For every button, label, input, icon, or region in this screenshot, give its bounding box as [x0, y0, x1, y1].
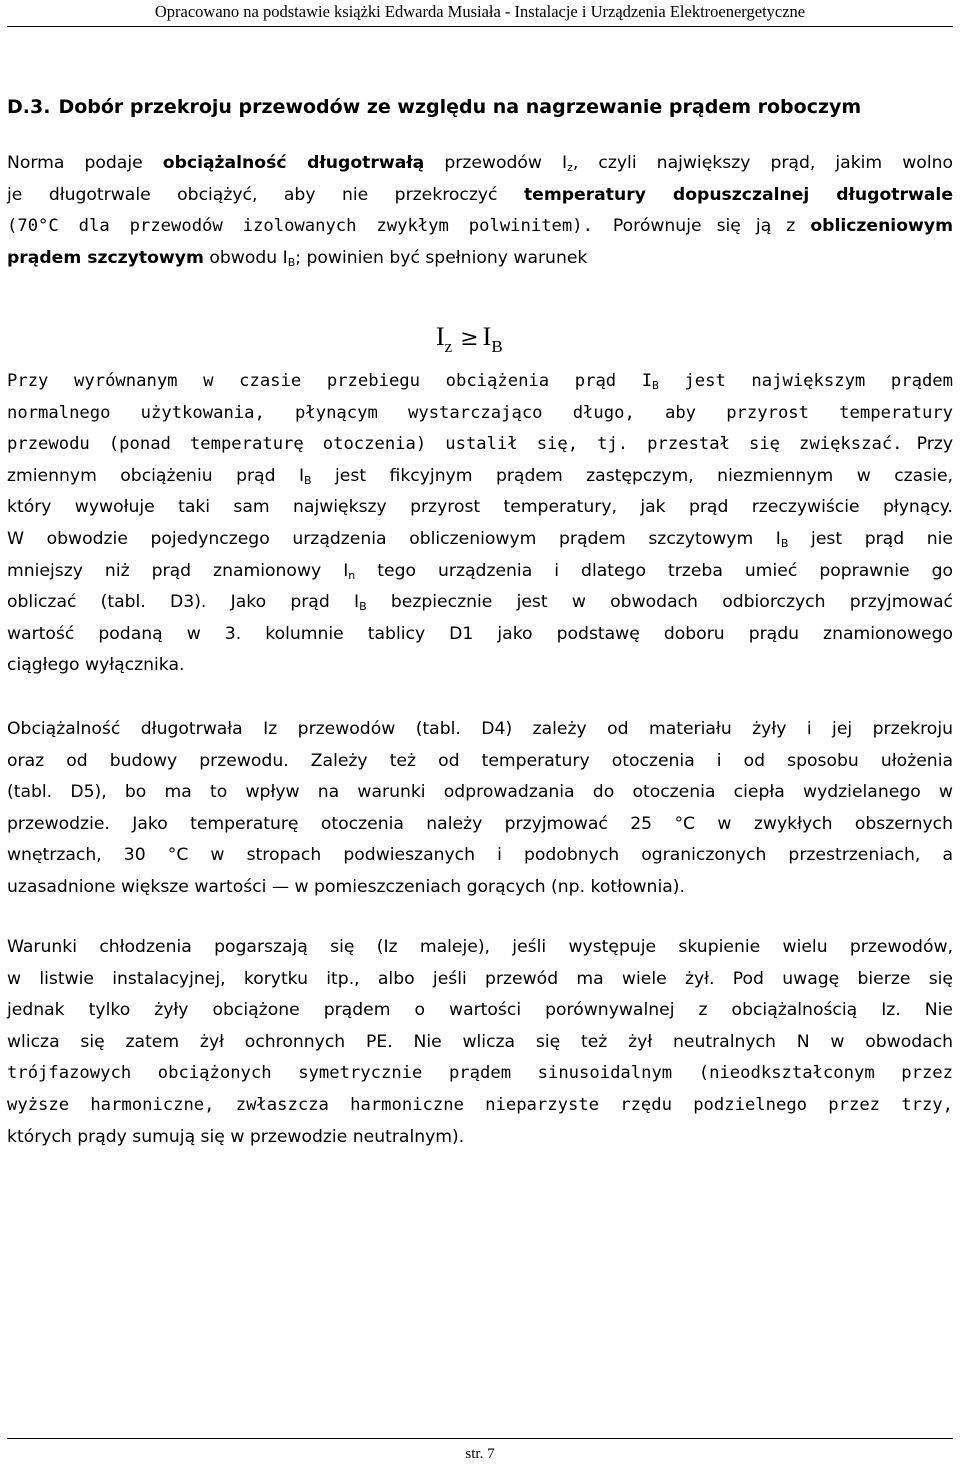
bold-term: prądem szczytowym	[7, 247, 204, 268]
text: , czyli największy prąd, jakim wolno	[572, 153, 953, 173]
p4-line-6: wyższe harmoniczne, zwłaszcza harmoniczne nieparzyste rzędu podzielnego przez trzy,	[7, 1094, 953, 1115]
subscript: B	[652, 379, 659, 392]
subscript: n	[348, 568, 356, 582]
paragraph-4	[7, 932, 953, 1153]
section-title: Dobór przekroju przewodów ze względu na nagrzewanie prądem roboczym	[58, 96, 862, 118]
bold-term: obciążalność długotrwałą	[162, 153, 425, 173]
p2-line-10: ciągłego wyłącznika.	[7, 655, 185, 676]
footer-divider	[7, 1438, 953, 1439]
text: bezpiecznie jest w obwodach odbiorczych przyjmować	[366, 592, 953, 613]
text: przewodów I	[424, 153, 568, 173]
p3-line-5: wnętrzach, 30 °C w stropach podwieszanych i podobnych ograniczonych przestrzeniach, a	[7, 845, 953, 866]
formula-right: I	[482, 322, 492, 351]
text: przewodu (ponad temperaturę otoczenia) ustalił się, tj. przestał się zwiększać.	[7, 434, 903, 455]
p1-line-3	[7, 211, 953, 243]
p2-line-3	[7, 429, 953, 461]
p2-line-5: który wywołuje taki sam największy przyrost temperatury, jak prąd rzeczywiście płynący.	[7, 497, 953, 518]
subscript: B	[304, 473, 312, 487]
text: jest największym prądem	[658, 371, 953, 391]
p4-line-3: jednak tylko żyły obciążone prądem o wartości porównywalnej z obciążalnością Iz. Nie	[7, 1000, 953, 1021]
paragraph-2	[7, 366, 953, 682]
p1-line-1	[7, 148, 953, 180]
p3-line-3: (tabl. D5), bo ma to wpływ na warunki odprowadzania do otoczenia ciepła wydzielanego w	[7, 782, 953, 803]
formula-right-sub: B	[491, 337, 503, 356]
p3-line-1: Obciążalność długotrwała Iz przewodów (tabl. D4) zależy od materiału żyły i jej przekroju	[7, 719, 953, 739]
text: Norma podaje	[7, 153, 163, 173]
p2-line-2: normalnego użytkowania, płynącym wystarczająco długo, aby przyrost temperatury	[7, 402, 953, 423]
condition-formula	[436, 322, 503, 356]
section-heading	[7, 96, 861, 118]
p1-line-2	[7, 180, 953, 212]
p3-line-6: uzasadnione większe wartości — w pomieszczeniach gorących (np. kotłownia).	[7, 876, 685, 897]
subscript: z	[567, 161, 573, 174]
p2-line-8	[7, 587, 953, 619]
formula-left-sub: z	[444, 337, 453, 356]
formula-left: I	[436, 322, 445, 351]
text: jest prąd nie	[788, 528, 953, 549]
p3-line-4: przewodzie. Jako temperaturę otoczenia należy przyjmować 25 °C w zwykłych obszernych	[7, 813, 953, 834]
text: (70°C dla przewodów izolowanych zwykłym polwinitem).	[7, 216, 613, 237]
p2-line-4	[7, 461, 953, 493]
text: Porównuje się ją z	[612, 216, 811, 237]
text: tego urządzenia i dlatego trzeba umieć poprawnie go	[355, 560, 953, 581]
text: W obwodzie pojedynczego urządzenia obliczeniowym prądem szczytowym I	[7, 528, 781, 549]
paragraph-3	[7, 714, 953, 904]
bold-term: temperatury dopuszczalnej długotrwale	[523, 184, 953, 205]
p2-line-6	[7, 524, 953, 556]
text: mniejszy niż prąd znamionowy I	[7, 560, 349, 581]
p4-line-2: w listwie instalacyjnej, korytku itp., albo jeśli przewód ma wiele żył. Pod uwagę bierze się	[7, 968, 953, 989]
p4-line-4: wlicza się zatem żył ochronnych PE. Nie wlicza się też żył neutralnych N w obwodach	[7, 1031, 953, 1052]
p4-line-5: trójfazowych obciążonych symetrycznie prądem sinusoidalnym (nieodkształconym przez	[7, 1063, 953, 1084]
text: je długotrwale obciążyć, aby nie przekroczyć	[7, 184, 524, 205]
p3-line-2: oraz od budowy przewodu. Zależy też od temperatury otoczenia i od sposobu ułożenia	[7, 750, 953, 771]
subscript: B	[287, 255, 296, 269]
page-number: str. 7	[465, 1446, 495, 1462]
formula-operator: ≥	[460, 326, 479, 351]
paragraph-1	[7, 148, 953, 274]
text: obliczać (tabl. D3). Jako prąd I	[7, 592, 360, 613]
text: Przy wyrównanym w czasie przebiegu obciążenia prąd I	[7, 371, 653, 391]
text: ; powinien być spełniony warunek	[295, 247, 588, 268]
p2-line-1	[7, 366, 953, 398]
p1-line-4	[7, 243, 953, 275]
text: zmiennym obciążeniu prąd I	[7, 465, 305, 486]
section-number: D.3.	[7, 96, 51, 118]
p4-line-1: Warunki chłodzenia pogarszają się (Iz maleje), jeśli występuje skupienie wielu przewodów,	[7, 937, 953, 957]
p4-line-7: których prądy sumują się w przewodzie neutralnym).	[7, 1126, 465, 1147]
p2-line-9: wartość podaną w 3. kolumnie tablicy D1 jako podstawę doboru prądu znamionowego	[7, 623, 953, 644]
subscript: B	[359, 600, 367, 614]
p2-line-7	[7, 556, 953, 588]
bold-term: obliczeniowym	[810, 216, 953, 237]
page-header: Opracowano na podstawie książki Edwarda Musiała - Instalacje i Urządzenia Elektroenergetyczne	[7, 2, 953, 27]
text: jest fikcyjnym prądem zastępczym, niezmiennym w czasie,	[311, 465, 953, 486]
subscript: B	[780, 536, 789, 550]
text: Przy	[902, 434, 953, 455]
text: obwodu I	[203, 247, 288, 268]
